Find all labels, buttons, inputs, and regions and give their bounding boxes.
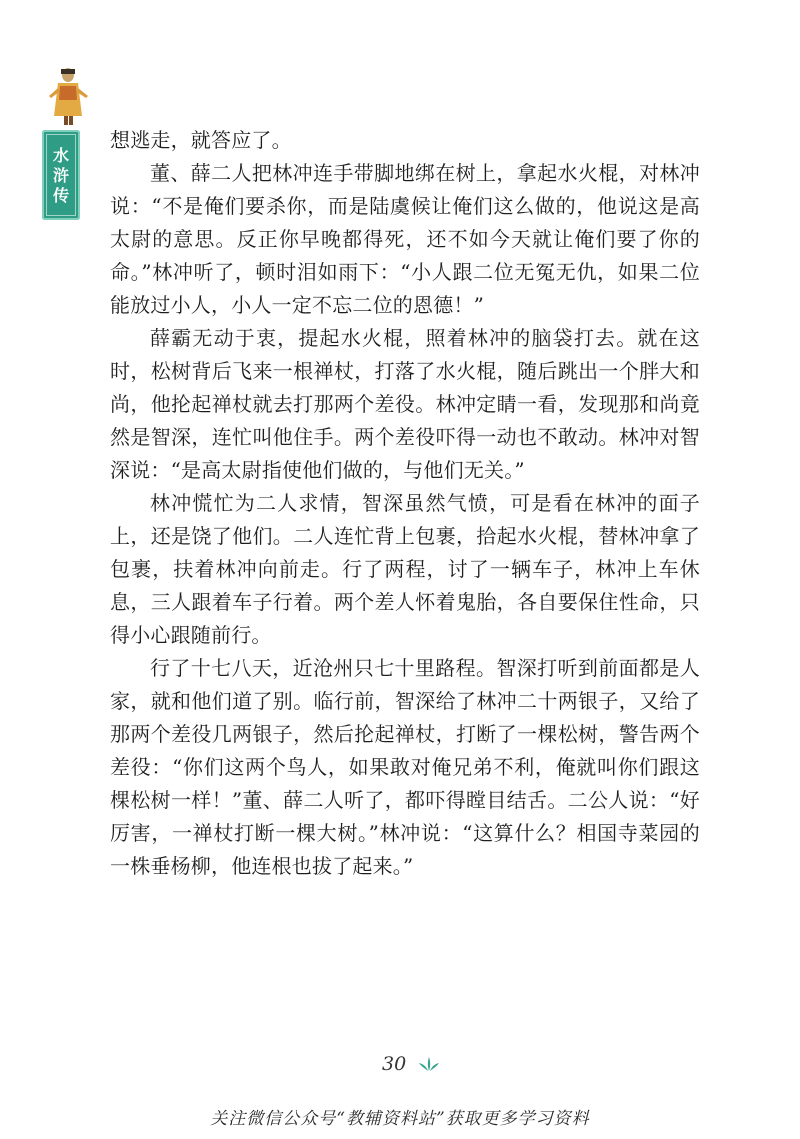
watermark-text: 关注微信公众号“教辅资料站”获取更多学习资料: [210, 1109, 590, 1129]
book-title-char: 传: [52, 186, 69, 205]
page-number: 30: [382, 1053, 407, 1075]
warrior-figure-illustration: [46, 66, 90, 126]
paragraph-continuation: 想逃走，就答应了。: [110, 128, 292, 152]
leaf-icon: [418, 1056, 440, 1072]
page-body: [110, 124, 700, 883]
paragraph: 董、薛二人把林冲连手带脚地绑在树上，拿起水火棍，对林冲说：“不是俺们要杀你，而是陆虞候让俺们这么做的，他说这是高太尉的意思。反正你早晚都得死，还不如今天就让俺们要了你的命。”林冲听了，顿时泪如雨下：“小人跟二位无冤无仇，如果二位能放过小人，小人一定不忘二位的恩德！”: [110, 161, 700, 317]
book-title-char: 水: [52, 146, 69, 165]
paragraph: 林冲慌忙为二人求情，智深虽然气愤，可是看在林冲的面子上，还是饶了他们。二人连忙背上包裹，拾起水火棍，替林冲拿了包裹，扶着林冲向前走。行了两程，讨了一辆车子，林冲上车休息，三人跟着车子行着。两个差人怀着鬼胎，各自要保住性命，只得小心跟随前行。: [110, 491, 700, 647]
book-title-char: 浒: [52, 166, 69, 185]
paragraph: 薛霸无动于衷，提起水火棍，照着林冲的脑袋打去。就在这时，松树背后飞来一根禅杖，打落了水火棍，随后跳出一个胖大和尚，他抡起禅杖就去打那两个差役。林冲定睛一看，发现那和尚竟然是智深，连忙叫他住手。两个差役吓得一动也不敢动。林冲对智深说：“是高太尉指使他们做的，与他们无关。”: [110, 326, 700, 482]
paragraph: 行了十七八天，近沧州只七十里路程。智深打听到前面都是人家，就和他们道了别。临行前，智深给了林冲二十两银子，又给了那两个差役几两银子，然后抡起禅杖，打断了一棵松树，警告两个差役：“你们这两个鸟人，如果敢对俺兄弟不利，俺就叫你们跟这棵松树一样！”董、薛二人听了，都吓得瞠目结舌。二公人说：“好厉害，一禅杖打断一棵大树。”林冲说：“这算什么？相国寺菜园的一株垂杨柳，他连根也拔了起来。”: [110, 656, 700, 878]
book-title-tab: [42, 130, 80, 220]
